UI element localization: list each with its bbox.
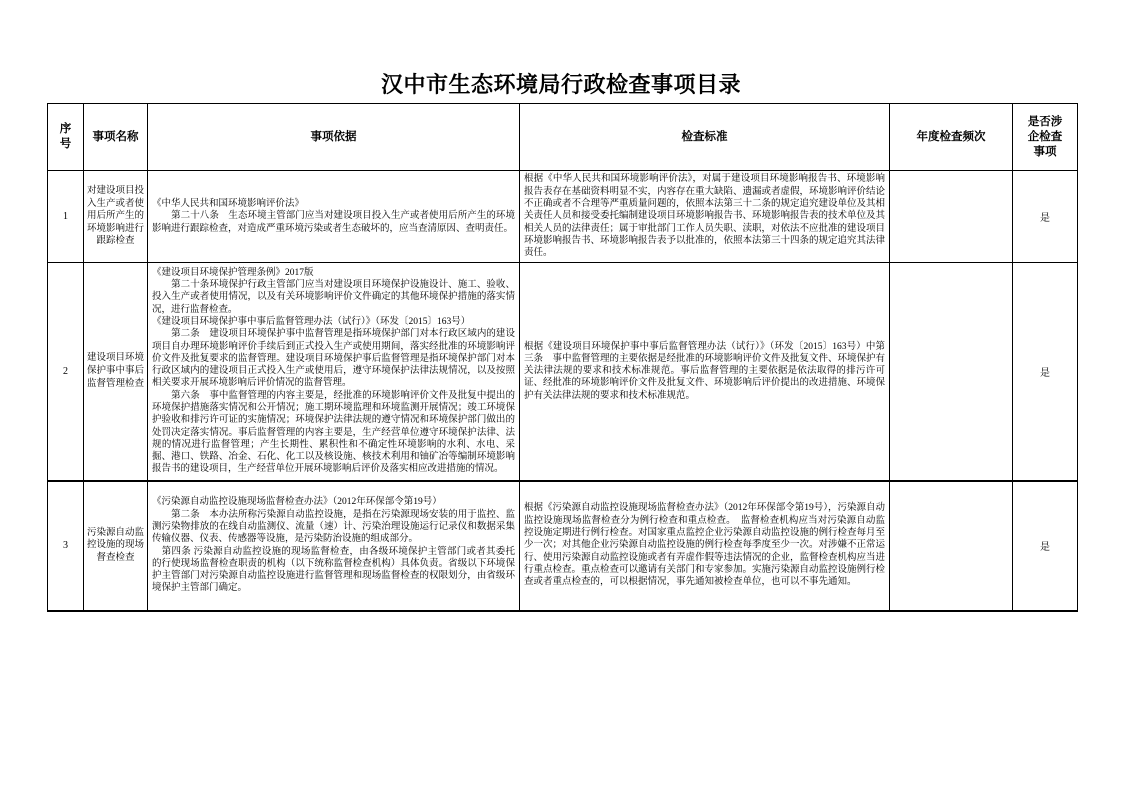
- header-standard: 检查标准: [520, 104, 890, 171]
- cell-index: 1: [48, 171, 84, 263]
- cell-frequency: [890, 263, 1013, 481]
- paragraph: 《污染源自动监控设施现场监督检查办法》（2012年环保部令第19号）: [152, 497, 442, 508]
- cell-involves-enterprise: 是: [1013, 263, 1078, 481]
- cell-index: 2: [48, 263, 84, 481]
- inspection-items-table: [47, 103, 1078, 612]
- paragraph: 《建设项目环境保护管理条例》2017版: [152, 267, 314, 278]
- paragraph: 第四条 污染源自动监控设施的现场监督检查，由各级环境保护主管部门或者其委托的行使现场监督检查职责的机构（以下统称监督检查机构）具体负责。省级以下环境保护主管部门对污染源自动监控设施进行监督管理和现场监督检查的权限划分，由省级环境保护主管部门确定。: [152, 546, 515, 594]
- table-row: [48, 481, 1078, 611]
- paragraph: 第二十条环境保护行政主管部门应当对建设项目环境保护设施设计、施工、验收、投入生产或者使用情况，以及有关环境影响评价文件确定的其他环境保护措施的落实情况，进行监督检查。: [152, 280, 515, 315]
- cell-standard: [520, 171, 890, 263]
- paragraph: 根据《污染源自动监控设施现场监督检查办法》（2012年环保部令第19号），污染源自动监控设施现场监督检查分为例行检查和重点检查。 监督检查机构应当对污染源自动监控设施定期进行例行检查。对国家重点监控企业污染源自动监控设施的例行检查每月至少一次；对其他企业污染源自动监控设施的例行检查每季度至少一次。对涉嫌不正常运行、使用污染源自动监控设施或者有弄虚作假等违法情况的企业，监督检查机构应当进行重点检查。重点检查可以邀请有关部门和专家参加。实施污染源自动监控设施例行检查或者重点检查的，可以根据情况，事先通知被检查单位，也可以不事先通知。: [524, 503, 886, 588]
- header-frequency: 年度检查频次: [890, 104, 1013, 171]
- paragraph: 《建设项目环境保护事中事后监督管理办法（试行）》（环发〔2015〕163号）: [152, 316, 471, 327]
- header-item-name: 事项名称: [84, 104, 148, 171]
- cell-basis: [148, 171, 520, 263]
- cell-standard: [520, 481, 890, 611]
- paragraph: 根据《建设项目环境保护事中事后监督管理办法（试行）》（环发〔2015〕163号）中第三条 事中监督管理的主要依据是经批准的环境影响评价文件及批复文件、环境保护有关法律法规的要求和技术标准规范。事后监督管理的主要依据是依法取得的排污许可证、经批准的环境影响评价文件及批复文件、环境影响后评价提出的改进措施、环境保护有关法律法规的要求和技术标准规范。: [524, 341, 886, 401]
- cell-frequency: [890, 481, 1013, 611]
- paragraph: 第六条 事中监督管理的内容主要是，经批准的环境影响评价文件及批复中提出的环境保护措施落实情况和公开情况；施工期环境监理和环境监测开展情况；竣工环境保护验收和排污许可证的实施情况；环境保护法律法规的遵守情况和环境保护部门做出的处罚决定落实情况。事后监督管理的内容主要是，生产经营单位遵守环境保护法律、法规的情况进行监督管理；产生长期性、累积性和不确定性环境影响的水利、水电、采掘、港口、铁路、冶金、石化、化工以及核设施、核技术利用和铀矿冶等编制环境影响报告书的建设项目，生产经营单位开展环境影响后评价及落实相应改进措施的情况。: [152, 390, 515, 475]
- paragraph: 第二条 建设项目环境保护事中监督管理是指环境保护部门对本行政区域内的建设项目自办理环境影响评价手续后到正式投入生产或使用期间，落实经批准的环境影响评价文件及批复要求的监督管理。建设项目环境保护事后监督管理是指环境保护部门对本行政区域内的建设项目正式投入生产或使用后，遵守环境保护法律法规情况，以及按照相关要求开展环境影响后评价情况的监督管理。: [152, 329, 515, 389]
- cell-item-name: 污染源自动监控设施的现场督查检查: [84, 481, 148, 611]
- header-basis: 事项依据: [148, 104, 520, 171]
- paragraph: 第二条 本办法所称污染源自动监控设施，是指在污染源现场安装的用于监控、监测污染物排放的在线自动监测仪、流量（速）计、污染治理设施运行记录仪和数据采集传输仪器、仪表、传感器等设施，是污染防治设施的组成部分。: [152, 509, 515, 545]
- header-involves-enterprise: 是否涉企检查事项: [1013, 104, 1078, 171]
- cell-involves-enterprise: 是: [1013, 481, 1078, 611]
- header-index: 序号: [48, 104, 84, 171]
- cell-standard: [520, 263, 890, 481]
- cell-basis: [148, 481, 520, 611]
- cell-index: 3: [48, 481, 84, 611]
- cell-item-name: 建设项目环境保护事中事后监督管理检查: [84, 263, 148, 481]
- header-row: [48, 104, 1078, 171]
- cell-item-name: 对建设项目投入生产或者使用后所产生的环境影响进行跟踪检查: [84, 171, 148, 263]
- paragraph: 《中华人民共和国环境影响评价法》: [152, 199, 305, 210]
- table-row: [48, 263, 1078, 481]
- paragraph: 第二十八条 生态环境主管部门应当对建设项目投入生产或者使用后所产生的环境影响进行跟踪检查，对造成严重环境污染或者生态破坏的，应当查清原因、查明责任。: [152, 211, 515, 234]
- paragraph: 根据《中华人民共和国环境影响评价法》，对属于建设项目环境影响报告书、环境影响报告表存在基础资料明显不实，内容存在重大缺陷、遗漏或者虚假，环境影响评价结论不正确或者不合理等严重质量问题的，依照本法第三十二条的规定追究建设单位及其相关责任人员和接受委托编制建设项目环境影响报告书、环境影响报告表的技术单位及其相关人员的法律责任；属于审批部门工作人员失职、渎职，对依法不应批准的建设项目环境影响报告书、环境影响报告表予以批准的，依照本法第三十四条的规定追究其法律责任。: [524, 174, 886, 259]
- cell-frequency: [890, 171, 1013, 263]
- cell-involves-enterprise: 是: [1013, 171, 1078, 263]
- page-title: 汉中市生态环境局行政检查事项目录: [380, 72, 741, 97]
- table-row: [48, 171, 1078, 263]
- cell-basis: [148, 263, 520, 481]
